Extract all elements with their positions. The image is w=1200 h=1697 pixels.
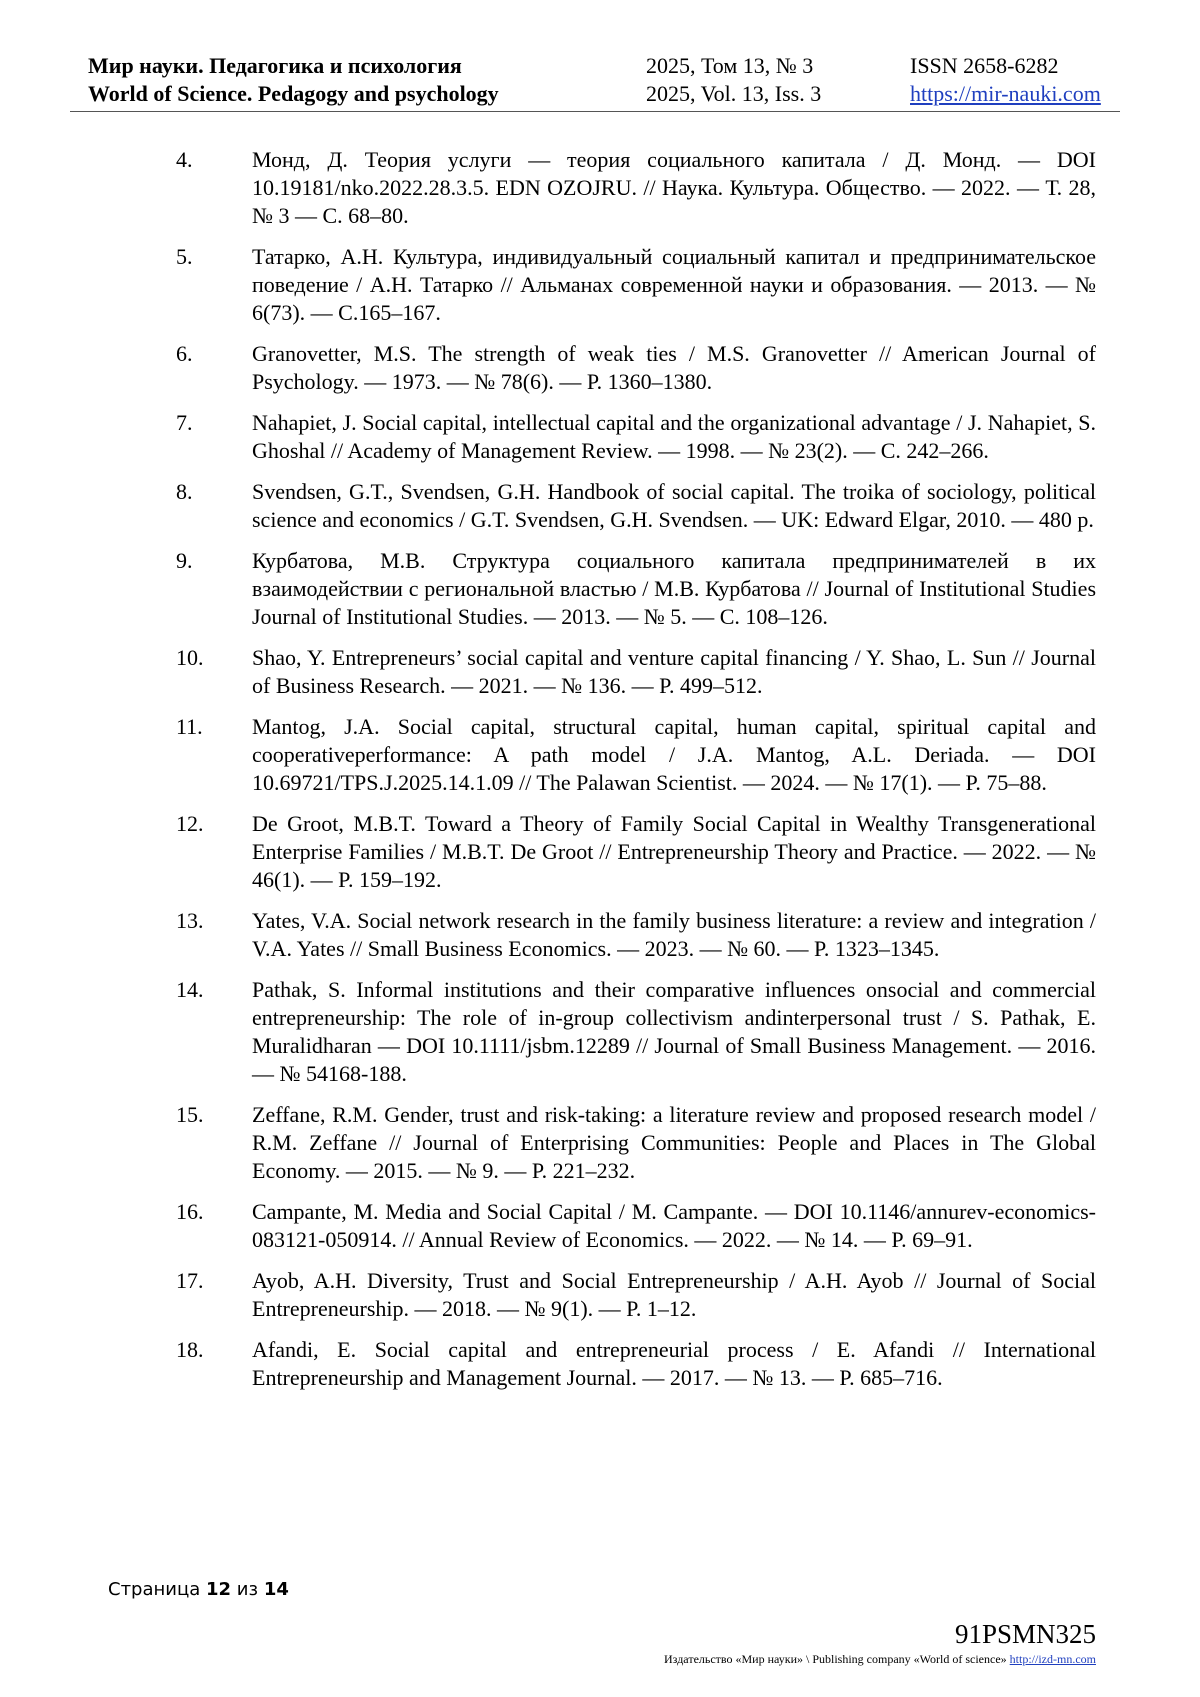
issue-en: 2025, Vol. 13, Iss. 3 — [646, 81, 822, 106]
reference-text: Svendsen, G.T., Svendsen, G.H. Handbook of social capital. The troika of sociology, political science and economics / G.T. Svendsen, G.H. Svendsen. — UK: Edward Elgar, 2010. — 480 p. — [252, 479, 1096, 532]
reference-item — [176, 478, 1096, 534]
reference-text: Курбатова, М.В. Структура социального капитала предпринимателей в их взаимодействии с региональной властью / М.В. Курбатова // Journal of Institutional Studies Journal of Institutional Studies. — 2013. — № 5. — С. 108–126. — [252, 548, 1096, 629]
reference-text: Shao, Y. Entrepreneurs’ social capital and venture capital financing / Y. Shao, L. Sun // Journal of Business Research. — 2021. — № 136. — P. 499–512. — [252, 645, 1096, 698]
header-row-en — [88, 80, 1120, 108]
issn: ISSN 2658-6282 — [910, 53, 1059, 78]
issue-ru: 2025, Том 13, № 3 — [646, 53, 814, 78]
reference-number: 15. — [176, 1102, 204, 1127]
reference-item — [176, 907, 1096, 963]
reference-list — [176, 146, 1096, 1405]
reference-number: 5. — [176, 244, 193, 269]
page-word: Страница — [108, 1579, 201, 1600]
reference-text: Afandi, E. Social capital and entrepreneurial process / E. Afandi // International Entrepreneurship and Management Journal. — 2017. — № 13. — P. 685–716. — [252, 1337, 1096, 1390]
page-current: 12 — [206, 1579, 232, 1600]
reference-number: 16. — [176, 1199, 204, 1224]
publisher-text: Издательство «Мир науки» \ Publishing company «World of science» — [664, 1652, 1007, 1666]
reference-number: 17. — [176, 1268, 204, 1293]
reference-text: Yates, V.A. Social network research in the family business literature: a review and integration / V.A. Yates // Small Business Economics. — 2023. — № 60. — P. 1323–1345. — [252, 908, 1096, 961]
reference-number: 4. — [176, 147, 193, 172]
reference-item — [176, 243, 1096, 327]
reference-number: 6. — [176, 341, 193, 366]
reference-number: 8. — [176, 479, 193, 504]
reference-text: Монд, Д. Теория услуги — теория социального капитала / Д. Монд. — DOI 10.19181/nko.2022.28.3.5. EDN OZOJRU. // Наука. Культура. Общество. — 2022. — Т. 28, № 3 — С. 68–80. — [252, 147, 1096, 228]
page-of: из — [236, 1579, 259, 1600]
reference-number: 12. — [176, 811, 204, 836]
reference-text: Nahapiet, J. Social capital, intellectual capital and the organizational advantage / J. Nahapiet, S. Ghoshal // Academy of Management Review. — 1998. — № 23(2). — C. 242–266. — [252, 410, 1096, 463]
header-row-ru — [88, 52, 1120, 80]
header-divider — [70, 111, 1120, 112]
journal-title-en: World of Science. Pedagogy and psychology — [88, 81, 499, 106]
reference-item — [176, 547, 1096, 631]
reference-text: Pathak, S. Informal institutions and their comparative influences onsocial and commercial entrepreneurship: The role of in-group collectivism andinterpersonal trust / S. Pathak, E. Muralidharan — DOI 10.1111/jsbm.12289 // Journal of Small Business Management. — 2016. — № 54168-188. — [252, 977, 1096, 1086]
article-code: 91PSMN325 — [954, 1619, 1096, 1649]
reference-number: 10. — [176, 645, 204, 670]
reference-item — [176, 976, 1096, 1088]
page-header — [88, 52, 1120, 112]
reference-text: Татарко, А.Н. Культура, индивидуальный социальный капитал и предпринимательское поведение / А.Н. Татарко // Альманах современной науки и образования. — 2013. — № 6(73). — С.165–167. — [252, 244, 1096, 325]
reference-item — [176, 340, 1096, 396]
publisher-link[interactable]: http://izd-mn.com — [1009, 1652, 1096, 1666]
reference-item — [176, 1198, 1096, 1254]
reference-text: Granovetter, M.S. The strength of weak ties / M.S. Granovetter // American Journal of Psychology. — 1973. — № 78(6). — P. 1360–1380. — [252, 341, 1096, 394]
reference-number: 7. — [176, 410, 193, 435]
reference-item — [176, 146, 1096, 230]
reference-number: 11. — [176, 714, 203, 739]
reference-item — [176, 1267, 1096, 1323]
reference-number: 13. — [176, 908, 204, 933]
reference-text: Ayob, A.H. Diversity, Trust and Social Entrepreneurship / A.H. Ayob // Journal of Social Entrepreneurship. — 2018. — № 9(1). — P. 1–12. — [252, 1268, 1096, 1321]
reference-text: De Groot, M.B.T. Toward a Theory of Family Social Capital in Wealthy Transgenerational Enterprise Families / M.B.T. De Groot // Entrepreneurship Theory and Practice. — 2022. — № 46(1). — P. 159–192. — [252, 811, 1096, 892]
journal-title-ru: Мир науки. Педагогика и психология — [88, 53, 462, 78]
reference-item — [176, 713, 1096, 797]
reference-text: Campante, M. Media and Social Capital / M. Campante. — DOI 10.1146/annurev-economics-083121-050914. // Annual Review of Economics. — 2022. — № 14. — P. 69–91. — [252, 1199, 1096, 1252]
reference-number: 18. — [176, 1337, 204, 1362]
reference-item — [176, 1336, 1096, 1392]
reference-item — [176, 810, 1096, 894]
page-total: 14 — [263, 1579, 289, 1600]
journal-site-link[interactable]: https://mir-nauki.com — [910, 81, 1101, 106]
reference-number: 9. — [176, 548, 193, 573]
reference-item — [176, 1101, 1096, 1185]
reference-text: Zeffane, R.M. Gender, trust and risk-taking: a literature review and proposed research model / R.M. Zeffane // Journal of Enterprising Communities: People and Places in The Global Economy. — 2015. — № 9. — P. 221–232. — [252, 1102, 1096, 1183]
publisher-line — [664, 1651, 1096, 1667]
reference-item — [176, 409, 1096, 465]
reference-item — [176, 644, 1096, 700]
reference-text: Mantog, J.A. Social capital, structural capital, human capital, spiritual capital and cooperativeperformance: A path model / J.A. Mantog, A.L. Deriada. — DOI 10.69721/TPS.J.2025.14.1.09 // The Palawan Scientist. — 2024. — № 17(1). — P. 75–88. — [252, 714, 1096, 795]
reference-number: 14. — [176, 977, 204, 1002]
page-counter — [108, 1578, 289, 1602]
